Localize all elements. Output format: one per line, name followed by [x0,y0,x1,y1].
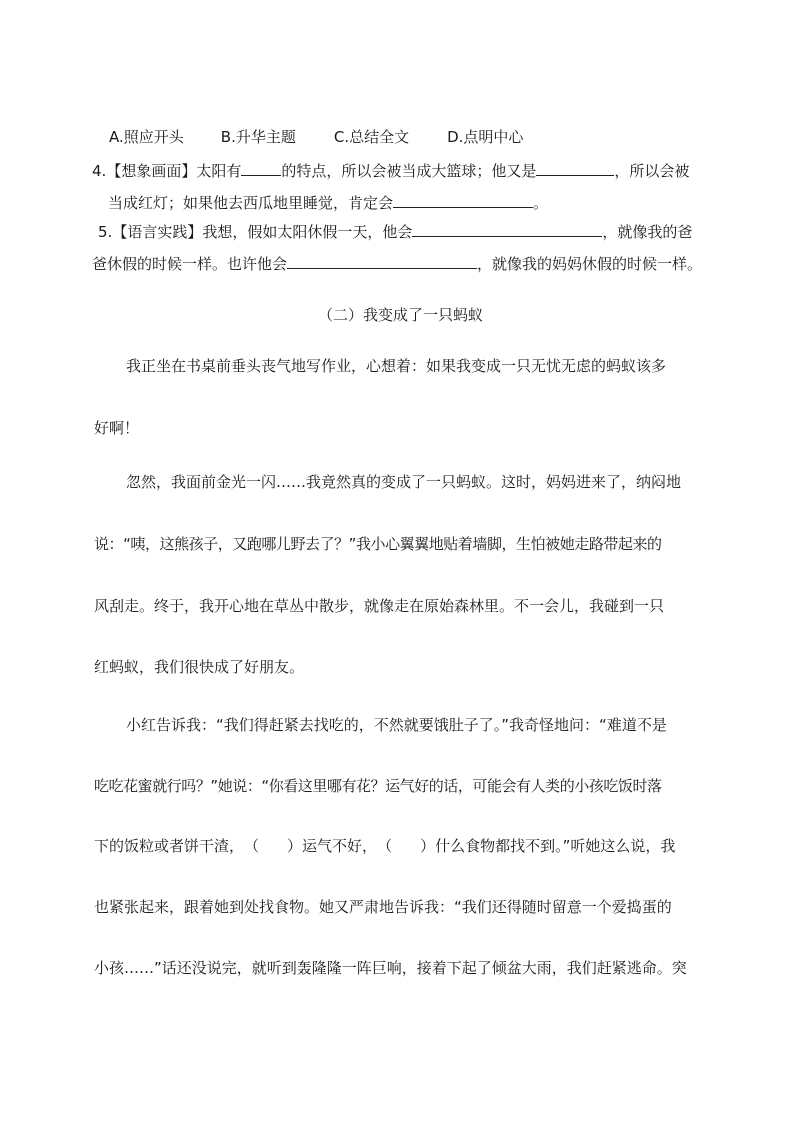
question-4-text: 的特点，所以会被当成大篮球；他又是 [281,162,537,180]
answer-blank[interactable] [393,192,533,208]
question-4-tag: 【想象画面】 [106,162,197,180]
passage-line: 红蚂蚁，我们很快成了好朋友。 [94,658,305,676]
question-4-line-1 [92,160,689,181]
answer-blank[interactable] [412,221,602,237]
question-5-text: ，就像我的妈妈休假的时候一样。 [477,255,703,273]
passage-line: 忽然，我面前金光一闪……我竟然真的变成了一只蚂蚁。这时，妈妈进来了，纳闷地 [126,473,682,491]
answer-blank[interactable] [536,160,614,176]
passage-line: 我正坐在书桌前垂头丧气地写作业，心想着：如果我变成一只无忧无虑的蚂蚁该多 [126,357,667,375]
passage-text: 运气不好， [302,837,378,855]
passage-line: 好啊！ [94,419,140,437]
option-a: A.照应开头 [109,128,184,146]
option-b: B.升华主题 [220,128,296,146]
question-5-tag: 【语言实践】 [112,223,203,241]
passage-text: 下的饭粒或者饼干渣， [94,837,245,855]
option-d: D.点明中心 [447,128,524,146]
question-4-text: 太阳有 [196,162,242,180]
open-paren: （ [377,837,393,855]
question-5-line-1 [98,221,692,242]
passage-line: 小孩……”话还没说完，就听到轰隆隆一阵巨响，接着下起了倾盆大雨，我们赶紧逃命。突 [94,959,687,977]
section-title: （二）我变成了一只蚂蚁 [318,306,484,324]
question-4-line-2 [108,192,548,213]
close-paren: ） [420,837,436,855]
paren-blank-1[interactable] [244,836,302,856]
question-5-text: ，就像我的爸 [602,223,693,241]
passage-line: 说：“咦，这熊孩子，又跑哪儿野去了？”我小心翼翼地贴着墙脚，生怕被她走路带起来的 [94,535,662,553]
options-row [109,127,523,147]
passage-line: 也紧张起来，跟着她到处找食物。她又严肃地告诉我：“我们还得随时留意一个爱捣蛋的 [94,898,672,916]
question-5-number: 5. [98,223,113,241]
answer-blank[interactable] [287,253,477,269]
question-4-number: 4. [92,162,107,180]
question-5-text: 爸休假的时候一样。也许他会 [92,255,288,273]
question-4-text: ，所以会被 [614,162,690,180]
question-4-text: 。 [533,194,549,212]
option-c: C.总结全文 [333,128,410,146]
question-5-line-2 [92,253,702,274]
open-paren: （ [244,837,260,855]
passage-line: 风刮走。终于，我开心地在草丛中散步，就像走在原始森林里。不一会儿，我碰到一只 [94,597,665,615]
close-paren: ） [287,837,303,855]
passage-line: 小红告诉我：“我们得赶紧去找吃的，不然就要饿肚子了。”我奇怪地问：“难道不是 [126,716,667,734]
paren-blank-2[interactable] [377,836,435,856]
question-5-text: 我想，假如太阳休假一天，他会 [202,223,413,241]
question-4-text: 当成红灯；如果他去西瓜地里睡觉，肯定会 [108,194,394,212]
passage-text: 什么食物都找不到。”听她这么说，我 [435,837,676,855]
passage-line-with-blanks [94,836,675,856]
passage-line: 吃吃花蜜就行吗？”她说：“你看这里哪有花？运气好的话，可能会有人类的小孩吃饭时落 [94,777,662,795]
answer-blank[interactable] [241,160,281,176]
